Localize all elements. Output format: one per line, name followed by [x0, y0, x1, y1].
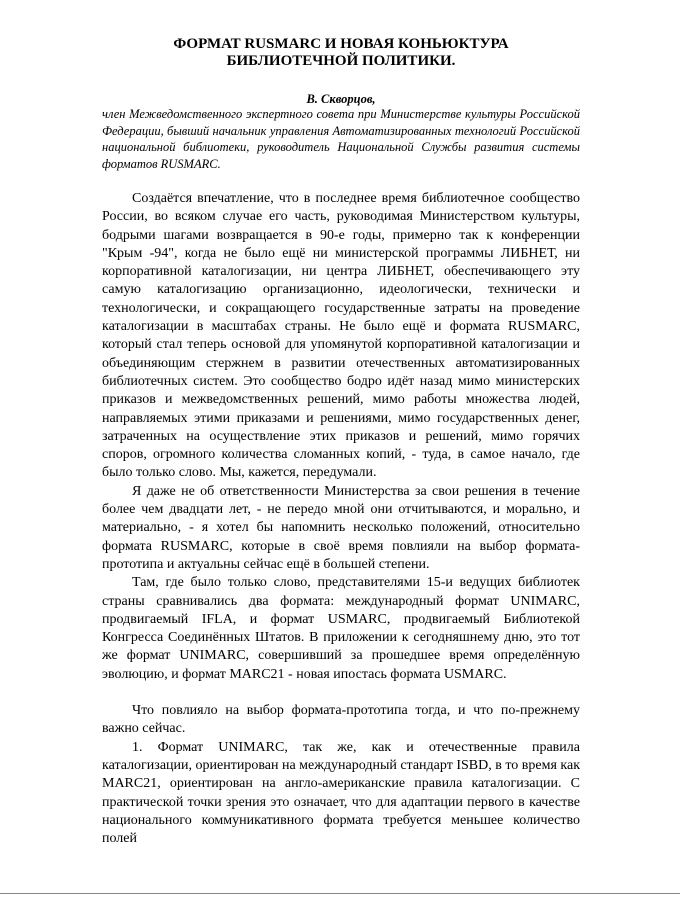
- author-name: В. Скворцов,: [306, 92, 376, 106]
- paragraph: Там, где было только слово, представителями 15-и ведущих библиотек страны сравнивались два формата: международный формат UNIMARC, продвигаемый IFLA, и формат USMARC, продвигаемый Библиотекой Конгресса Соединённых Штатов. В приложении к сегодняшнему дню, это тот же формат UNIMARC, совершивший за прошедшее время определённую эволюцию, и формат MARC21 - новая ипостась формата USMARC.: [102, 575, 580, 682]
- paragraph: 1. Формат UNIMARC, так же, как и отечественные правила каталогизации, ориентирован на международный стандарт ISBD, в то время как MARC21, ориентирован на англо-американские правила каталогизации. С практической точки зрения это означает, что для адаптации первого в качестве национального коммуникативного формата требуется меньшее количество полей: [102, 739, 580, 847]
- document-title: ФОРМАТ RUSMARC И НОВАЯ КОНЬЮКТУРА БИБЛИОТЕЧНОЙ ПОЛИТИКИ.: [173, 36, 509, 69]
- author-affiliation: член Межведомственного экспертного совета при Министерстве культуры Российской Федерации, бывший начальник управления Автоматизированных технологий Российской национальной библиотеки, руководитель Национальной Службы развития системы форматов RUSMARC.: [102, 107, 580, 171]
- paragraph: Что повлияло на выбор формата-прототипа тогда, и что по-прежнему важно сейчас.: [102, 703, 580, 737]
- paragraph: Я даже не об ответственности Министерства за свои решения в течение более чем двадцати лет, - не передо мной они отчитываются, и морально, и материально, - я хотел бы напомнить несколько положений, относительно формата RUSMARC, которые в своё время повлияли на выбор формата-прототипа и актуальны сейчас ещё в большей степени.: [102, 483, 580, 572]
- page-bottom-rule: [0, 893, 680, 894]
- paragraph: Создаётся впечатление, что в последнее время библиотечное сообщество России, во всяком случае его часть, руководимая Министерством культуры, бодрыми шагами возвращается в 90-е годы, примерно так к конференции "Крым -94", когда не было ещё ни министерской программы ЛИБНЕТ, ни корпоративной каталогизации, ни центра ЛИБНЕТ, обеспечивающего эту самую каталогизацию организационно, идеологически, технически и технологически, и сокращающего государственные затраты на проведение каталогизации в масштабах страны. Не было ещё и формата RUSMARC, который стал теперь основой для упомянутой корпоративной каталогизации и объединяющим стержнем в развитии отечественных автоматизированных библиотечных систем. Это сообщество бодро идёт назад мимо министерских приказов и межведомственных решений, мимо работы множества людей, направляемых этими приказами и решениями, мимо государственных денег, затраченных на осуществление этих приказов и решений, мимо горячих споров, огромного количества сломанных копий, - туда, в самое начало, где было только слово. Мы, кажется, передумали.: [102, 191, 580, 481]
- document-body: [102, 190, 580, 848]
- document-page: [102, 36, 580, 848]
